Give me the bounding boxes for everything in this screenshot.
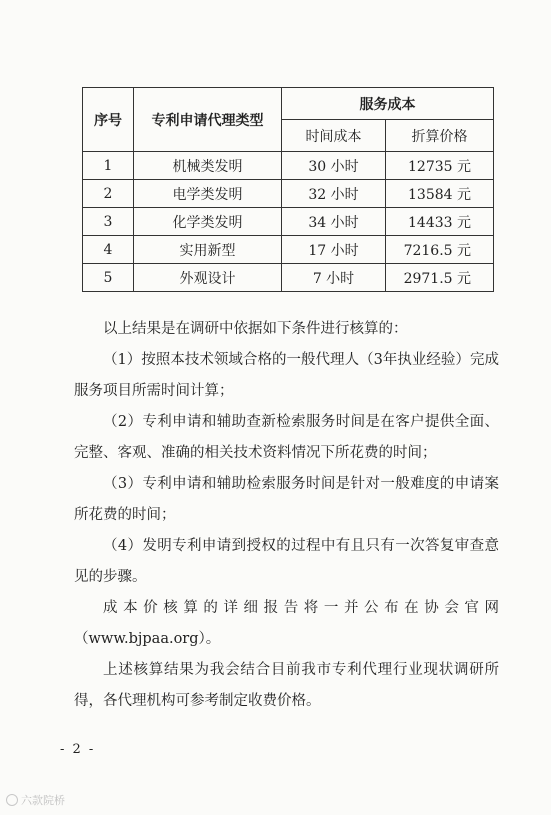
header-type: 专利申请代理类型 bbox=[134, 88, 282, 152]
cell-price: 13584 元 bbox=[386, 180, 494, 208]
cell-type: 电学类发明 bbox=[134, 180, 282, 208]
cell-seq: 5 bbox=[83, 264, 134, 292]
cell-time: 30 小时 bbox=[282, 152, 386, 180]
condition-1-paragraph: （1）按照本技术领域合格的一般代理人（3年执业经验）完成服务项目所需时间计算； bbox=[74, 352, 499, 399]
header-time-cost: 时间成本 bbox=[282, 120, 386, 152]
condition-2-paragraph: （2）专利申请和辅助查新检索服务时间是在客户提供全面、完整、客观、准确的相关技术资料情况下所花费的时间； bbox=[74, 414, 499, 461]
table-row bbox=[83, 236, 494, 264]
cell-time: 32 小时 bbox=[282, 180, 386, 208]
cell-time: 17 小时 bbox=[282, 236, 386, 264]
condition-3-paragraph: （3）专利申请和辅助检索服务时间是针对一般难度的申请案所花费的时间； bbox=[74, 476, 499, 523]
cell-seq: 1 bbox=[83, 152, 134, 180]
header-seq: 序号 bbox=[83, 88, 134, 152]
table-header-row bbox=[83, 88, 494, 120]
watermark-text: 六款院桥 bbox=[21, 794, 65, 807]
watermark-logo-icon bbox=[6, 794, 18, 806]
conclusion-paragraph: 上述核算结果为我会结合目前我市专利代理行业现状调研所得，各代理机构可参考制定收费价格。 bbox=[74, 662, 499, 709]
cell-type: 机械类发明 bbox=[134, 152, 282, 180]
page-number: - 2 - bbox=[60, 742, 96, 757]
service-cost-table bbox=[82, 87, 494, 292]
header-converted-price: 折算价格 bbox=[386, 120, 494, 152]
cell-type: 实用新型 bbox=[134, 236, 282, 264]
table-row bbox=[83, 152, 494, 180]
table-row bbox=[83, 264, 494, 292]
cell-price: 2971.5 元 bbox=[386, 264, 494, 292]
cell-seq: 2 bbox=[83, 180, 134, 208]
cell-time: 34 小时 bbox=[282, 208, 386, 236]
table-row bbox=[83, 208, 494, 236]
cell-price: 7216.5 元 bbox=[386, 236, 494, 264]
table-row bbox=[83, 180, 494, 208]
cell-time: 7 小时 bbox=[282, 264, 386, 292]
condition-4-paragraph: （4）发明专利申请到授权的过程中有且只有一次答复审查意见的步骤。 bbox=[74, 538, 499, 585]
cell-seq: 3 bbox=[83, 208, 134, 236]
intro-paragraph: 以上结果是在调研中依据如下条件进行核算的： bbox=[103, 321, 408, 337]
report-paragraph: 成本价核算的详细报告将一并公布在协会官网（www.bjpaa.org）。 bbox=[74, 600, 499, 647]
header-service-cost: 服务成本 bbox=[282, 88, 494, 120]
cell-price: 12735 元 bbox=[386, 152, 494, 180]
watermark bbox=[6, 792, 65, 808]
cell-price: 14433 元 bbox=[386, 208, 494, 236]
cell-seq: 4 bbox=[83, 236, 134, 264]
cell-type: 外观设计 bbox=[134, 264, 282, 292]
cell-type: 化学类发明 bbox=[134, 208, 282, 236]
